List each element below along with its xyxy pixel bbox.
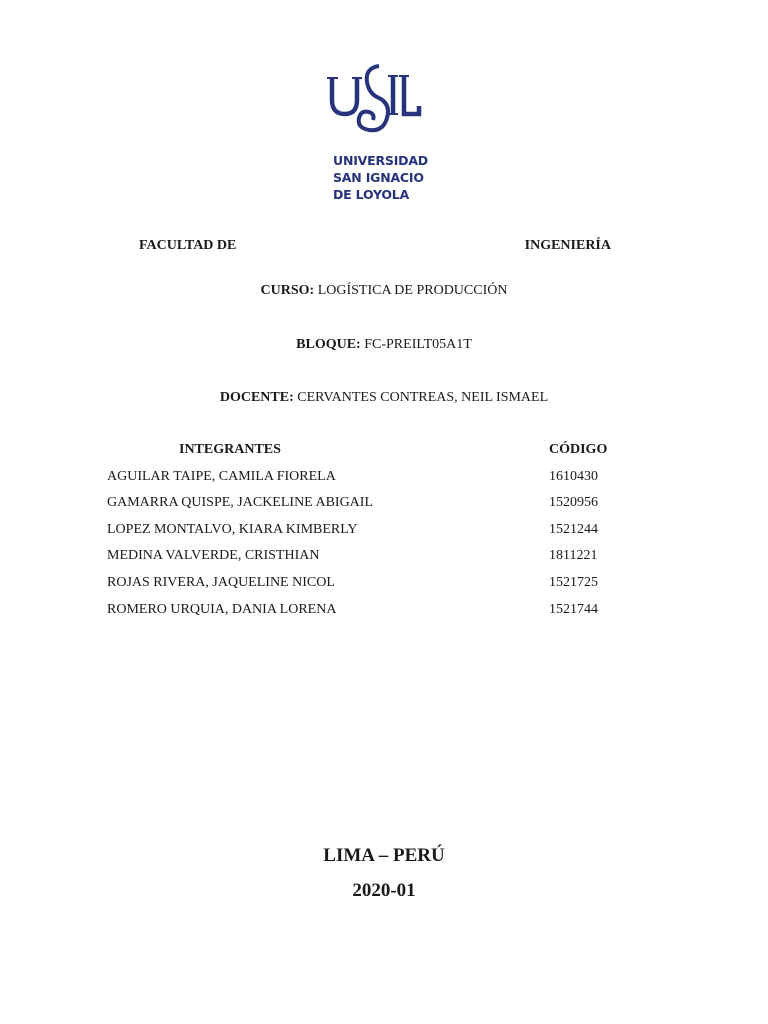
member-code: 1811221: [549, 548, 598, 564]
member-name: LOPEZ MONTALVO, KIARA KIMBERLY: [107, 521, 358, 537]
table-row: [107, 548, 627, 575]
block-label: BLOQUE:: [296, 337, 361, 352]
members-header-code: CÓDIGO: [549, 442, 608, 457]
members-table: [107, 442, 627, 628]
table-row: [107, 522, 627, 549]
member-name: GAMARRA QUISPE, JACKELINE ABIGAIL: [107, 495, 374, 511]
logo-line-2: SAN IGNACIO: [333, 170, 424, 185]
block-value: FC-PREILT05A1T: [364, 337, 472, 352]
table-row: [107, 469, 627, 496]
teacher-label: DOCENTE:: [219, 390, 294, 405]
usil-monogram-icon: [305, 52, 455, 152]
member-name: AGUILAR TAIPE, CAMILA FIORELA: [107, 468, 336, 484]
members-header-name: INTEGRANTES: [179, 442, 281, 457]
member-code: 1521725: [549, 574, 598, 590]
table-row: [107, 602, 627, 629]
course-line: [0, 283, 768, 299]
faculty-label: FACULTAD DE: [139, 238, 237, 253]
logo-line-1: UNIVERSIDAD: [333, 153, 428, 168]
member-code: 1521744: [549, 601, 598, 617]
faculty-value: INGENIERÍA: [524, 238, 611, 253]
member-name: ROMERO URQUIA, DANIA LORENA: [107, 601, 337, 617]
footer-year: 2020-01: [352, 880, 416, 901]
block-line: [0, 337, 768, 353]
member-code: 1521244: [549, 521, 598, 537]
member-code: 1520956: [549, 495, 598, 511]
member-code: 1610430: [549, 468, 598, 484]
table-row: [107, 575, 627, 602]
teacher-value: CERVANTES CONTREAS, NEIL ISMAEL: [297, 390, 549, 405]
university-logo: [305, 52, 455, 224]
course-label: CURSO:: [260, 283, 315, 298]
members-header: [107, 442, 627, 469]
teacher-line: [0, 390, 768, 406]
logo-wordmark: [333, 152, 428, 203]
member-name: ROJAS RIVERA, JAQUELINE NICOL: [107, 574, 335, 590]
member-name: MEDINA VALVERDE, CRISTHIAN: [107, 548, 320, 564]
table-row: [107, 495, 627, 522]
footer-place: LIMA – PERÚ: [323, 845, 445, 866]
logo-line-3: DE LOYOLA: [333, 187, 410, 202]
course-value: LOGÍSTICA DE PRODUCCIÓN: [317, 283, 508, 298]
